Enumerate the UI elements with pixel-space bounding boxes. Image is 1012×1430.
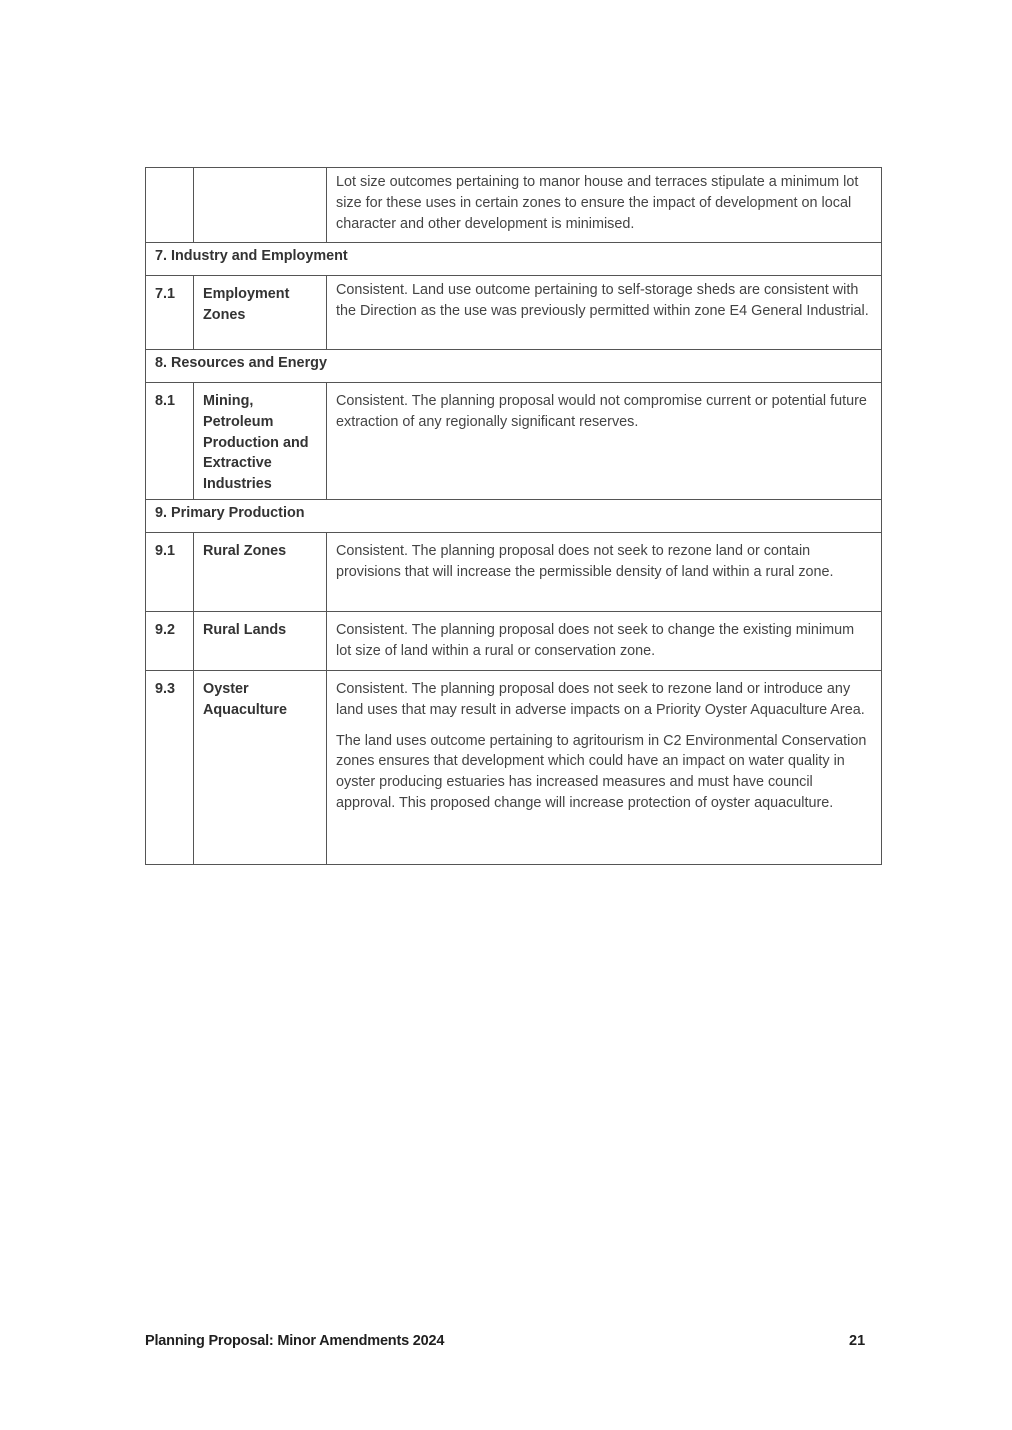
direction-description-cell	[327, 532, 882, 611]
description-paragraph: The land uses outcome pertaining to agritourism in C2 Environmental Conservation zones ensures that development which could have an impact on water quality in oyster producing estuaries has increased measures and must have council approval. This proposed change will increase protection of oyster aquaculture.	[336, 732, 867, 811]
section-heading: 9. Primary Production	[146, 499, 882, 532]
direction-number: 9.2	[146, 611, 194, 670]
table-row	[146, 168, 882, 243]
section-heading-row	[146, 350, 882, 383]
description-paragraph: Consistent. Land use outcome pertaining to self-storage sheds are consistent with the Direction as the use was previously permitted within zone E4 General Industrial.	[336, 282, 869, 319]
table-row	[146, 383, 882, 500]
direction-description-cell	[327, 383, 882, 500]
table-row	[146, 611, 882, 670]
direction-title: Mining, Petroleum Production and Extractive Industries	[194, 383, 327, 500]
table-row	[146, 276, 882, 350]
direction-number-cell	[146, 168, 194, 243]
direction-number: 7.1	[146, 276, 194, 350]
description-paragraph: Consistent. The planning proposal does not seek to rezone land or introduce any land uses that may result in adverse impacts on a Priority Oyster Aquaculture Area.	[336, 680, 865, 718]
description-paragraph: Consistent. The planning proposal would not compromise current or potential future extraction of any regionally significant reserves.	[336, 393, 867, 430]
direction-title: Employment Zones	[194, 276, 327, 350]
section-heading-row	[146, 499, 882, 532]
direction-number: 8.1	[146, 383, 194, 500]
footer-document-title: Planning Proposal: Minor Amendments 2024	[145, 1333, 445, 1349]
direction-description-cell	[327, 168, 882, 243]
section-heading-row	[146, 243, 882, 276]
table-row	[146, 532, 882, 611]
direction-title: Rural Zones	[194, 532, 327, 611]
page-number: 21	[849, 1333, 866, 1349]
description-paragraph: Lot size outcomes pertaining to manor house and terraces stipulate a minimum lot size for these uses in certain zones to ensure the impact of development on local character and other development is minimised.	[336, 174, 859, 232]
section-heading: 8. Resources and Energy	[146, 350, 882, 383]
description-paragraph: Consistent. The planning proposal does not seek to change the existing minimum lot size of land within a rural or conservation zone.	[336, 621, 855, 659]
direction-title: Oyster Aquaculture	[194, 670, 327, 864]
direction-title: Rural Lands	[194, 611, 327, 670]
description-paragraph: Consistent. The planning proposal does not seek to rezone land or contain provisions that will increase the permissible density of land within a rural zone.	[336, 542, 834, 580]
direction-description-cell	[327, 611, 882, 670]
direction-number: 9.3	[146, 670, 194, 864]
section-heading: 7. Industry and Employment	[146, 243, 882, 276]
direction-title-cell	[194, 168, 327, 243]
ministerial-directions-table	[145, 167, 882, 865]
direction-number: 9.1	[146, 532, 194, 611]
table-row	[146, 670, 882, 864]
direction-description-cell	[327, 670, 882, 864]
direction-description-cell	[327, 276, 882, 350]
